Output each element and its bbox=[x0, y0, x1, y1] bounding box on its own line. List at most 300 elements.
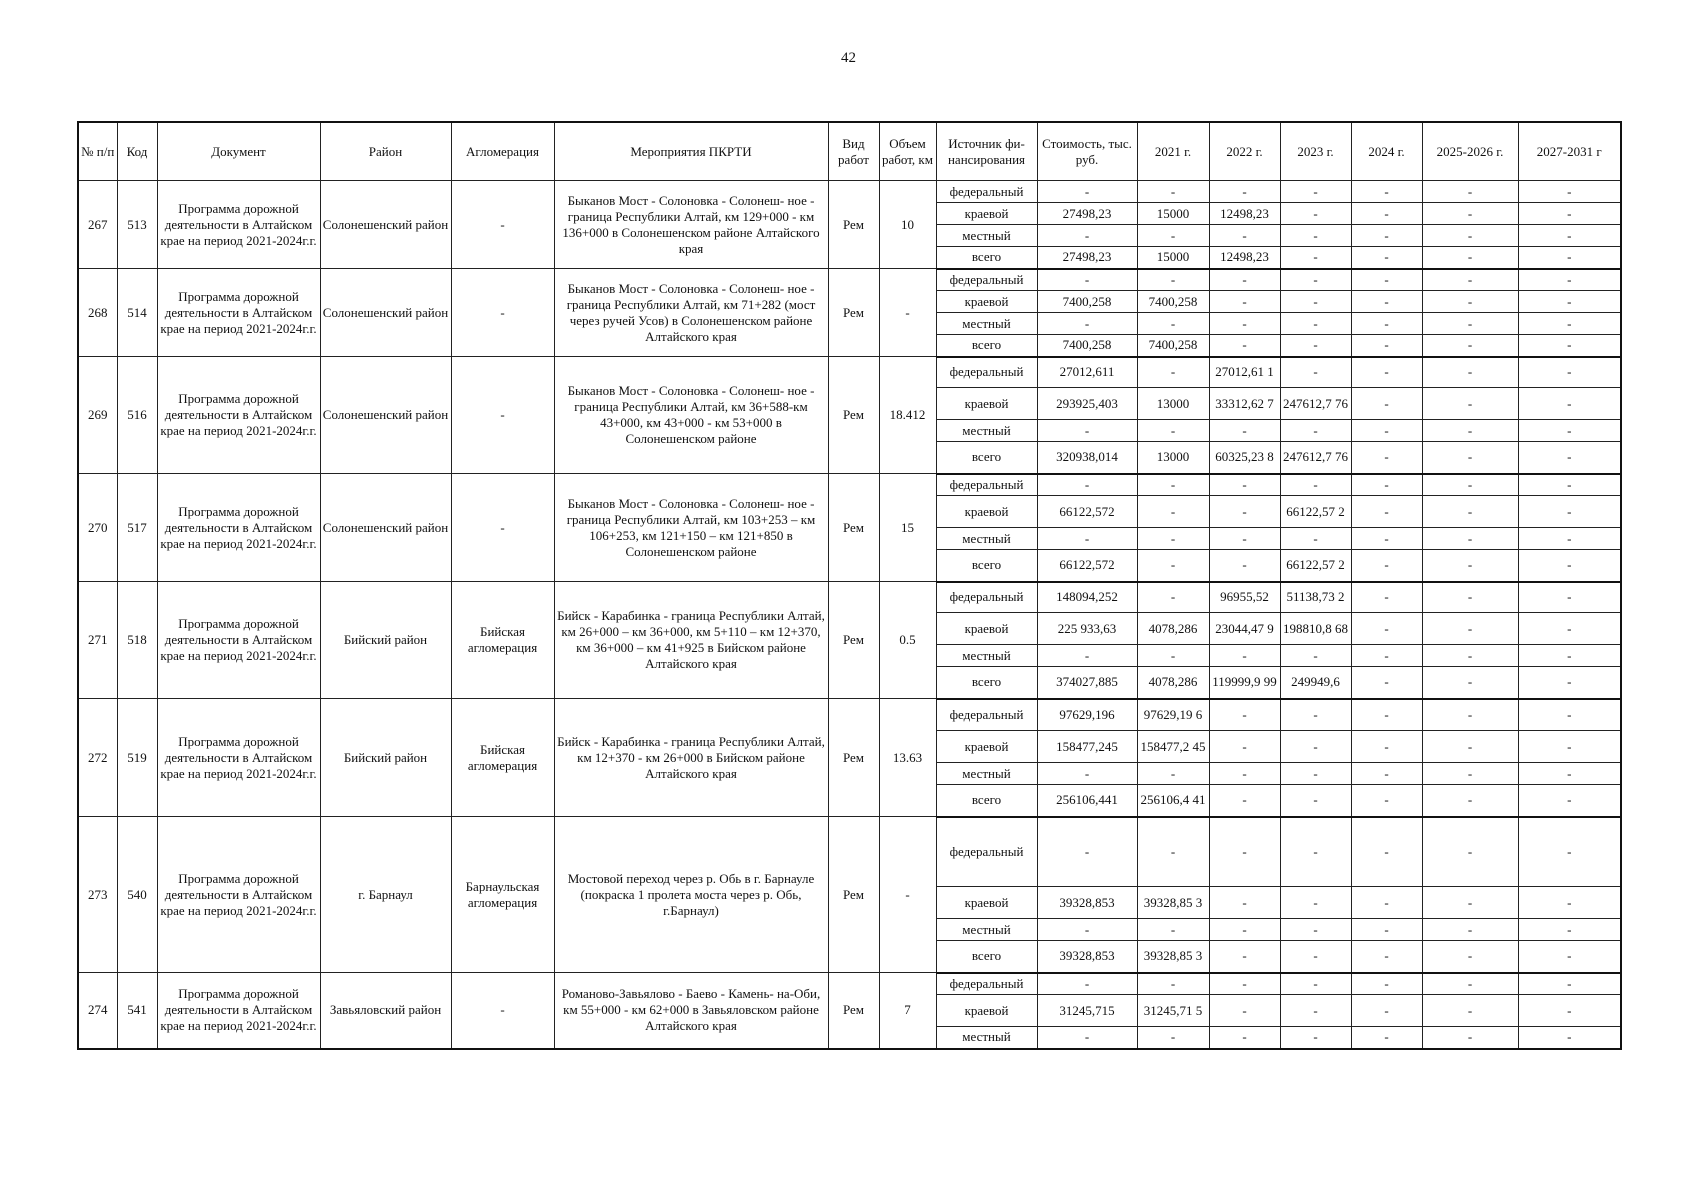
funding-source-cell: краевой bbox=[936, 887, 1037, 919]
value-y2022-cell: - bbox=[1209, 973, 1280, 995]
value-y2025-2026-cell: - bbox=[1422, 225, 1518, 247]
column-header-3: Район bbox=[320, 122, 451, 181]
funding-source-cell: краевой bbox=[936, 203, 1037, 225]
value-y2021-cell: 256106,4 41 bbox=[1137, 785, 1209, 817]
value-y2024-cell: - bbox=[1351, 645, 1422, 667]
value-y2025-2026-cell: - bbox=[1422, 357, 1518, 388]
funding-source-cell: федеральный bbox=[936, 817, 1037, 887]
funding-source-cell: всего bbox=[936, 550, 1037, 582]
value-y2023-cell: - bbox=[1280, 1027, 1351, 1049]
value-y2025-2026-cell: - bbox=[1422, 388, 1518, 420]
value-y2027-2031-cell: - bbox=[1518, 550, 1621, 582]
value-y2023-cell: - bbox=[1280, 181, 1351, 203]
value-y2024-cell: - bbox=[1351, 247, 1422, 269]
value-y2027-2031-cell: - bbox=[1518, 785, 1621, 817]
value-y2021-cell: - bbox=[1137, 645, 1209, 667]
column-header-9: Стоимость, тыс. руб. bbox=[1037, 122, 1137, 181]
column-header-13: 2024 г. bbox=[1351, 122, 1422, 181]
agglomeration-cell: - bbox=[451, 357, 554, 474]
value-cost-cell: - bbox=[1037, 1027, 1137, 1049]
value-y2023-cell: - bbox=[1280, 247, 1351, 269]
funding-source-cell: местный bbox=[936, 763, 1037, 785]
value-y2025-2026-cell: - bbox=[1422, 247, 1518, 269]
value-y2023-cell: - bbox=[1280, 269, 1351, 291]
road-works-table bbox=[77, 121, 1622, 1050]
value-y2021-cell: - bbox=[1137, 420, 1209, 442]
value-y2025-2026-cell: - bbox=[1422, 645, 1518, 667]
value-y2023-cell: 247612,7 76 bbox=[1280, 442, 1351, 474]
value-y2022-cell: - bbox=[1209, 919, 1280, 941]
funding-source-cell: местный bbox=[936, 528, 1037, 550]
value-y2025-2026-cell: - bbox=[1422, 474, 1518, 496]
value-y2022-cell: - bbox=[1209, 785, 1280, 817]
value-y2021-cell: - bbox=[1137, 817, 1209, 887]
value-cost-cell: 7400,258 bbox=[1037, 335, 1137, 357]
value-y2027-2031-cell: - bbox=[1518, 474, 1621, 496]
value-y2024-cell: - bbox=[1351, 550, 1422, 582]
value-cost-cell: - bbox=[1037, 973, 1137, 995]
measure-cell: Быканов Мост - Солоновка - Солонеш- ное - граница Республики Алтай, км 103+253 – км 106+253, км 121+150 – км 121+850 в Солонешенском районе bbox=[554, 474, 828, 582]
value-y2027-2031-cell: - bbox=[1518, 181, 1621, 203]
value-y2027-2031-cell: - bbox=[1518, 763, 1621, 785]
value-cost-cell: 66122,572 bbox=[1037, 550, 1137, 582]
value-y2021-cell: - bbox=[1137, 357, 1209, 388]
value-y2024-cell: - bbox=[1351, 919, 1422, 941]
value-y2024-cell: - bbox=[1351, 203, 1422, 225]
value-y2021-cell: 31245,71 5 bbox=[1137, 995, 1209, 1027]
value-y2023-cell: - bbox=[1280, 995, 1351, 1027]
value-y2027-2031-cell: - bbox=[1518, 225, 1621, 247]
value-y2023-cell: - bbox=[1280, 420, 1351, 442]
value-y2022-cell: - bbox=[1209, 763, 1280, 785]
value-y2025-2026-cell: - bbox=[1422, 613, 1518, 645]
document-cell: Программа дорожной деятельности в Алтайском крае на период 2021-2024г.г. bbox=[157, 269, 320, 357]
district-cell: Бийский район bbox=[320, 582, 451, 699]
document-cell: Программа дорожной деятельности в Алтайском крае на период 2021-2024г.г. bbox=[157, 699, 320, 817]
measure-cell: Быканов Мост - Солоновка - Солонеш- ное - граница Республики Алтай, км 71+282 (мост через ручей Усов) в Солонешенском районе Алтайского края bbox=[554, 269, 828, 357]
funding-source-cell: всего bbox=[936, 785, 1037, 817]
district-cell: Солонешенский район bbox=[320, 474, 451, 582]
value-y2024-cell: - bbox=[1351, 973, 1422, 995]
value-y2022-cell: 60325,23 8 bbox=[1209, 442, 1280, 474]
value-y2022-cell: - bbox=[1209, 225, 1280, 247]
value-y2022-cell: - bbox=[1209, 420, 1280, 442]
row-number: 274 bbox=[78, 973, 117, 1049]
value-y2021-cell: 4078,286 bbox=[1137, 613, 1209, 645]
value-y2027-2031-cell: - bbox=[1518, 388, 1621, 420]
value-y2024-cell: - bbox=[1351, 357, 1422, 388]
value-y2022-cell: - bbox=[1209, 528, 1280, 550]
value-y2023-cell: - bbox=[1280, 225, 1351, 247]
row-code: 541 bbox=[117, 973, 157, 1049]
volume-cell: 0.5 bbox=[879, 582, 936, 699]
value-y2023-cell: - bbox=[1280, 817, 1351, 887]
value-y2021-cell: 13000 bbox=[1137, 442, 1209, 474]
row-number: 270 bbox=[78, 474, 117, 582]
column-header-15: 2027-2031 г bbox=[1518, 122, 1621, 181]
value-y2025-2026-cell: - bbox=[1422, 995, 1518, 1027]
value-cost-cell: 27498,23 bbox=[1037, 203, 1137, 225]
value-y2024-cell: - bbox=[1351, 420, 1422, 442]
value-y2021-cell: 15000 bbox=[1137, 247, 1209, 269]
value-y2023-cell: 51138,73 2 bbox=[1280, 582, 1351, 613]
value-y2021-cell: - bbox=[1137, 181, 1209, 203]
value-y2021-cell: - bbox=[1137, 1027, 1209, 1049]
column-header-0: № п/п bbox=[78, 122, 117, 181]
value-y2027-2031-cell: - bbox=[1518, 973, 1621, 995]
value-y2021-cell: 97629,19 6 bbox=[1137, 699, 1209, 731]
agglomeration-cell: Бийская агломерация bbox=[451, 699, 554, 817]
value-y2025-2026-cell: - bbox=[1422, 313, 1518, 335]
volume-cell: 15 bbox=[879, 474, 936, 582]
funding-source-cell: местный bbox=[936, 420, 1037, 442]
value-cost-cell: 39328,853 bbox=[1037, 887, 1137, 919]
value-y2023-cell: 66122,57 2 bbox=[1280, 496, 1351, 528]
value-y2024-cell: - bbox=[1351, 496, 1422, 528]
header-row bbox=[78, 122, 1621, 181]
value-y2021-cell: - bbox=[1137, 269, 1209, 291]
value-y2025-2026-cell: - bbox=[1422, 1027, 1518, 1049]
agglomeration-cell: - bbox=[451, 973, 554, 1049]
value-y2021-cell: - bbox=[1137, 919, 1209, 941]
funding-source-cell: федеральный bbox=[936, 181, 1037, 203]
value-y2024-cell: - bbox=[1351, 335, 1422, 357]
value-y2021-cell: 158477,2 45 bbox=[1137, 731, 1209, 763]
value-y2025-2026-cell: - bbox=[1422, 420, 1518, 442]
funding-source-cell: федеральный bbox=[936, 973, 1037, 995]
funding-source-cell: федеральный bbox=[936, 582, 1037, 613]
value-y2027-2031-cell: - bbox=[1518, 645, 1621, 667]
volume-cell: - bbox=[879, 269, 936, 357]
value-y2024-cell: - bbox=[1351, 269, 1422, 291]
value-cost-cell: 39328,853 bbox=[1037, 941, 1137, 973]
value-y2023-cell: - bbox=[1280, 941, 1351, 973]
work-type-cell: Рем bbox=[828, 699, 879, 817]
value-cost-cell: 148094,252 bbox=[1037, 582, 1137, 613]
measure-cell: Быканов Мост - Солоновка - Солонеш- ное - граница Республики Алтай, км 36+588-км 43+000, км 43+000 - км 53+000 в Солонешенском районе bbox=[554, 357, 828, 474]
funding-source-cell: всего bbox=[936, 442, 1037, 474]
table-body bbox=[78, 181, 1621, 1049]
value-y2022-cell: - bbox=[1209, 645, 1280, 667]
column-header-10: 2021 г. bbox=[1137, 122, 1209, 181]
value-y2024-cell: - bbox=[1351, 763, 1422, 785]
funding-source-cell: местный bbox=[936, 225, 1037, 247]
value-y2025-2026-cell: - bbox=[1422, 335, 1518, 357]
value-y2027-2031-cell: - bbox=[1518, 496, 1621, 528]
value-y2024-cell: - bbox=[1351, 474, 1422, 496]
value-y2022-cell: 119999,9 99 bbox=[1209, 667, 1280, 699]
value-cost-cell: 31245,715 bbox=[1037, 995, 1137, 1027]
value-y2023-cell: - bbox=[1280, 785, 1351, 817]
column-header-11: 2022 г. bbox=[1209, 122, 1280, 181]
column-header-4: Агломерация bbox=[451, 122, 554, 181]
value-y2021-cell: - bbox=[1137, 763, 1209, 785]
row-number: 272 bbox=[78, 699, 117, 817]
column-header-7: Объем работ, км bbox=[879, 122, 936, 181]
value-cost-cell: - bbox=[1037, 420, 1137, 442]
value-y2022-cell: - bbox=[1209, 335, 1280, 357]
value-y2025-2026-cell: - bbox=[1422, 887, 1518, 919]
column-header-14: 2025-2026 г. bbox=[1422, 122, 1518, 181]
value-cost-cell: - bbox=[1037, 817, 1137, 887]
value-y2025-2026-cell: - bbox=[1422, 203, 1518, 225]
value-y2021-cell: 7400,258 bbox=[1137, 291, 1209, 313]
value-cost-cell: - bbox=[1037, 528, 1137, 550]
value-y2025-2026-cell: - bbox=[1422, 817, 1518, 887]
value-y2024-cell: - bbox=[1351, 817, 1422, 887]
work-type-cell: Рем bbox=[828, 357, 879, 474]
value-y2025-2026-cell: - bbox=[1422, 941, 1518, 973]
value-y2022-cell: - bbox=[1209, 731, 1280, 763]
row-code: 516 bbox=[117, 357, 157, 474]
value-y2025-2026-cell: - bbox=[1422, 973, 1518, 995]
funding-source-cell: местный bbox=[936, 1027, 1037, 1049]
funding-source-cell: всего bbox=[936, 941, 1037, 973]
district-cell: Солонешенский район bbox=[320, 357, 451, 474]
value-y2024-cell: - bbox=[1351, 941, 1422, 973]
work-type-cell: Рем bbox=[828, 181, 879, 269]
value-y2024-cell: - bbox=[1351, 667, 1422, 699]
value-y2023-cell: - bbox=[1280, 203, 1351, 225]
value-y2022-cell: 27012,61 1 bbox=[1209, 357, 1280, 388]
value-y2027-2031-cell: - bbox=[1518, 817, 1621, 887]
value-y2027-2031-cell: - bbox=[1518, 442, 1621, 474]
column-header-6: Вид работ bbox=[828, 122, 879, 181]
value-y2024-cell: - bbox=[1351, 313, 1422, 335]
funding-source-cell: краевой bbox=[936, 613, 1037, 645]
page-number: 42 bbox=[841, 50, 856, 66]
district-cell: Солонешенский район bbox=[320, 181, 451, 269]
value-cost-cell: 256106,441 bbox=[1037, 785, 1137, 817]
value-y2025-2026-cell: - bbox=[1422, 181, 1518, 203]
value-y2022-cell: - bbox=[1209, 269, 1280, 291]
volume-cell: 13.63 bbox=[879, 699, 936, 817]
value-cost-cell: - bbox=[1037, 645, 1137, 667]
value-y2021-cell: 4078,286 bbox=[1137, 667, 1209, 699]
value-y2021-cell: - bbox=[1137, 313, 1209, 335]
volume-cell: 18.412 bbox=[879, 357, 936, 474]
value-y2023-cell: - bbox=[1280, 357, 1351, 388]
value-y2027-2031-cell: - bbox=[1518, 247, 1621, 269]
value-y2025-2026-cell: - bbox=[1422, 731, 1518, 763]
document-cell: Программа дорожной деятельности в Алтайском крае на период 2021-2024г.г. bbox=[157, 973, 320, 1049]
document-cell: Программа дорожной деятельности в Алтайском крае на период 2021-2024г.г. bbox=[157, 817, 320, 973]
value-y2023-cell: - bbox=[1280, 528, 1351, 550]
district-cell: Солонешенский район bbox=[320, 269, 451, 357]
table-row bbox=[78, 817, 1621, 887]
table-row bbox=[78, 181, 1621, 203]
value-y2022-cell: 33312,62 7 bbox=[1209, 388, 1280, 420]
value-y2022-cell: - bbox=[1209, 550, 1280, 582]
value-y2027-2031-cell: - bbox=[1518, 995, 1621, 1027]
table-row bbox=[78, 474, 1621, 496]
measure-cell: Бийск - Карабинка - граница Республики Алтай, км 12+370 - км 26+000 в Бийском районе Алтайского края bbox=[554, 699, 828, 817]
value-y2025-2026-cell: - bbox=[1422, 528, 1518, 550]
funding-source-cell: краевой bbox=[936, 995, 1037, 1027]
value-y2027-2031-cell: - bbox=[1518, 919, 1621, 941]
value-y2022-cell: 12498,23 bbox=[1209, 203, 1280, 225]
value-y2022-cell: 12498,23 bbox=[1209, 247, 1280, 269]
value-y2022-cell: - bbox=[1209, 699, 1280, 731]
funding-source-cell: всего bbox=[936, 667, 1037, 699]
value-y2024-cell: - bbox=[1351, 699, 1422, 731]
value-cost-cell: 374027,885 bbox=[1037, 667, 1137, 699]
funding-source-cell: местный bbox=[936, 645, 1037, 667]
value-y2024-cell: - bbox=[1351, 731, 1422, 763]
funding-source-cell: краевой bbox=[936, 291, 1037, 313]
value-cost-cell: - bbox=[1037, 269, 1137, 291]
agglomeration-cell: - bbox=[451, 269, 554, 357]
value-cost-cell: 320938,014 bbox=[1037, 442, 1137, 474]
value-cost-cell: 27498,23 bbox=[1037, 247, 1137, 269]
row-code: 517 bbox=[117, 474, 157, 582]
table-row bbox=[78, 699, 1621, 731]
value-y2023-cell: - bbox=[1280, 645, 1351, 667]
value-y2027-2031-cell: - bbox=[1518, 528, 1621, 550]
value-y2025-2026-cell: - bbox=[1422, 785, 1518, 817]
value-y2027-2031-cell: - bbox=[1518, 420, 1621, 442]
value-y2021-cell: - bbox=[1137, 474, 1209, 496]
funding-source-cell: краевой bbox=[936, 731, 1037, 763]
value-cost-cell: - bbox=[1037, 181, 1137, 203]
value-y2022-cell: - bbox=[1209, 941, 1280, 973]
district-cell: Завьяловский район bbox=[320, 973, 451, 1049]
value-cost-cell: 293925,403 bbox=[1037, 388, 1137, 420]
agglomeration-cell: Бийская агломерация bbox=[451, 582, 554, 699]
value-y2021-cell: - bbox=[1137, 550, 1209, 582]
funding-source-cell: всего bbox=[936, 335, 1037, 357]
value-y2024-cell: - bbox=[1351, 442, 1422, 474]
value-y2022-cell: 23044,47 9 bbox=[1209, 613, 1280, 645]
value-cost-cell: 97629,196 bbox=[1037, 699, 1137, 731]
table-row bbox=[78, 582, 1621, 613]
value-y2025-2026-cell: - bbox=[1422, 919, 1518, 941]
value-y2027-2031-cell: - bbox=[1518, 582, 1621, 613]
table-row bbox=[78, 973, 1621, 995]
row-code: 519 bbox=[117, 699, 157, 817]
value-y2024-cell: - bbox=[1351, 785, 1422, 817]
funding-source-cell: всего bbox=[936, 247, 1037, 269]
funding-source-cell: местный bbox=[936, 313, 1037, 335]
value-y2025-2026-cell: - bbox=[1422, 763, 1518, 785]
measure-cell: Мостовой переход через р. Обь в г. Барнауле (покраска 1 пролета моста через р. Обь, г.Барнаул) bbox=[554, 817, 828, 973]
table-header bbox=[78, 122, 1621, 181]
district-cell: Бийский район bbox=[320, 699, 451, 817]
row-number: 271 bbox=[78, 582, 117, 699]
row-code: 518 bbox=[117, 582, 157, 699]
value-y2023-cell: - bbox=[1280, 335, 1351, 357]
value-cost-cell: 27012,611 bbox=[1037, 357, 1137, 388]
row-code: 514 bbox=[117, 269, 157, 357]
value-cost-cell: - bbox=[1037, 763, 1137, 785]
value-y2023-cell: - bbox=[1280, 474, 1351, 496]
value-y2021-cell: - bbox=[1137, 496, 1209, 528]
value-y2027-2031-cell: - bbox=[1518, 357, 1621, 388]
value-y2027-2031-cell: - bbox=[1518, 335, 1621, 357]
value-y2025-2026-cell: - bbox=[1422, 291, 1518, 313]
measure-cell: Романово-Завьялово - Баево - Камень- на-Оби, км 55+000 - км 62+000 в Завьяловском районе Алтайского края bbox=[554, 973, 828, 1049]
value-cost-cell: - bbox=[1037, 313, 1137, 335]
funding-source-cell: федеральный bbox=[936, 357, 1037, 388]
value-y2024-cell: - bbox=[1351, 1027, 1422, 1049]
district-cell: г. Барнаул bbox=[320, 817, 451, 973]
value-y2023-cell: 249949,6 bbox=[1280, 667, 1351, 699]
value-y2021-cell: 39328,85 3 bbox=[1137, 941, 1209, 973]
funding-source-cell: федеральный bbox=[936, 699, 1037, 731]
value-y2025-2026-cell: - bbox=[1422, 699, 1518, 731]
row-code: 513 bbox=[117, 181, 157, 269]
value-y2024-cell: - bbox=[1351, 887, 1422, 919]
value-y2022-cell: 96955,52 bbox=[1209, 582, 1280, 613]
work-type-cell: Рем bbox=[828, 269, 879, 357]
value-y2023-cell: - bbox=[1280, 699, 1351, 731]
value-y2027-2031-cell: - bbox=[1518, 699, 1621, 731]
value-y2021-cell: 39328,85 3 bbox=[1137, 887, 1209, 919]
value-y2022-cell: - bbox=[1209, 887, 1280, 919]
document-cell: Программа дорожной деятельности в Алтайском крае на период 2021-2024г.г. bbox=[157, 474, 320, 582]
value-y2023-cell: - bbox=[1280, 313, 1351, 335]
value-y2027-2031-cell: - bbox=[1518, 203, 1621, 225]
value-y2022-cell: - bbox=[1209, 313, 1280, 335]
value-y2024-cell: - bbox=[1351, 181, 1422, 203]
value-y2022-cell: - bbox=[1209, 995, 1280, 1027]
document-cell: Программа дорожной деятельности в Алтайском крае на период 2021-2024г.г. bbox=[157, 357, 320, 474]
value-y2024-cell: - bbox=[1351, 995, 1422, 1027]
document-cell: Программа дорожной деятельности в Алтайском крае на период 2021-2024г.г. bbox=[157, 181, 320, 269]
value-y2027-2031-cell: - bbox=[1518, 291, 1621, 313]
value-y2027-2031-cell: - bbox=[1518, 613, 1621, 645]
value-y2023-cell: - bbox=[1280, 973, 1351, 995]
value-y2021-cell: - bbox=[1137, 528, 1209, 550]
value-y2022-cell: - bbox=[1209, 181, 1280, 203]
value-y2023-cell: - bbox=[1280, 887, 1351, 919]
agglomeration-cell: - bbox=[451, 474, 554, 582]
work-type-cell: Рем bbox=[828, 817, 879, 973]
table-row bbox=[78, 357, 1621, 388]
value-y2023-cell: - bbox=[1280, 291, 1351, 313]
document-cell: Программа дорожной деятельности в Алтайском крае на период 2021-2024г.г. bbox=[157, 582, 320, 699]
funding-source-cell: краевой bbox=[936, 388, 1037, 420]
row-number: 268 bbox=[78, 269, 117, 357]
row-number: 267 bbox=[78, 181, 117, 269]
value-y2023-cell: 66122,57 2 bbox=[1280, 550, 1351, 582]
value-cost-cell: 225 933,63 bbox=[1037, 613, 1137, 645]
funding-source-cell: федеральный bbox=[936, 474, 1037, 496]
value-y2024-cell: - bbox=[1351, 388, 1422, 420]
volume-cell: 10 bbox=[879, 181, 936, 269]
value-y2027-2031-cell: - bbox=[1518, 1027, 1621, 1049]
work-type-cell: Рем bbox=[828, 582, 879, 699]
value-y2023-cell: 247612,7 76 bbox=[1280, 388, 1351, 420]
value-y2024-cell: - bbox=[1351, 582, 1422, 613]
value-cost-cell: 7400,258 bbox=[1037, 291, 1137, 313]
value-cost-cell: 158477,245 bbox=[1037, 731, 1137, 763]
agglomeration-cell: Барнаульская агломерация bbox=[451, 817, 554, 973]
value-y2027-2031-cell: - bbox=[1518, 667, 1621, 699]
value-y2022-cell: - bbox=[1209, 817, 1280, 887]
table-row bbox=[78, 269, 1621, 291]
value-cost-cell: 66122,572 bbox=[1037, 496, 1137, 528]
value-y2025-2026-cell: - bbox=[1422, 667, 1518, 699]
value-y2022-cell: - bbox=[1209, 1027, 1280, 1049]
value-y2024-cell: - bbox=[1351, 528, 1422, 550]
value-y2021-cell: 7400,258 bbox=[1137, 335, 1209, 357]
row-code: 540 bbox=[117, 817, 157, 973]
column-header-12: 2023 г. bbox=[1280, 122, 1351, 181]
value-y2027-2031-cell: - bbox=[1518, 313, 1621, 335]
value-cost-cell: - bbox=[1037, 225, 1137, 247]
value-y2024-cell: - bbox=[1351, 613, 1422, 645]
